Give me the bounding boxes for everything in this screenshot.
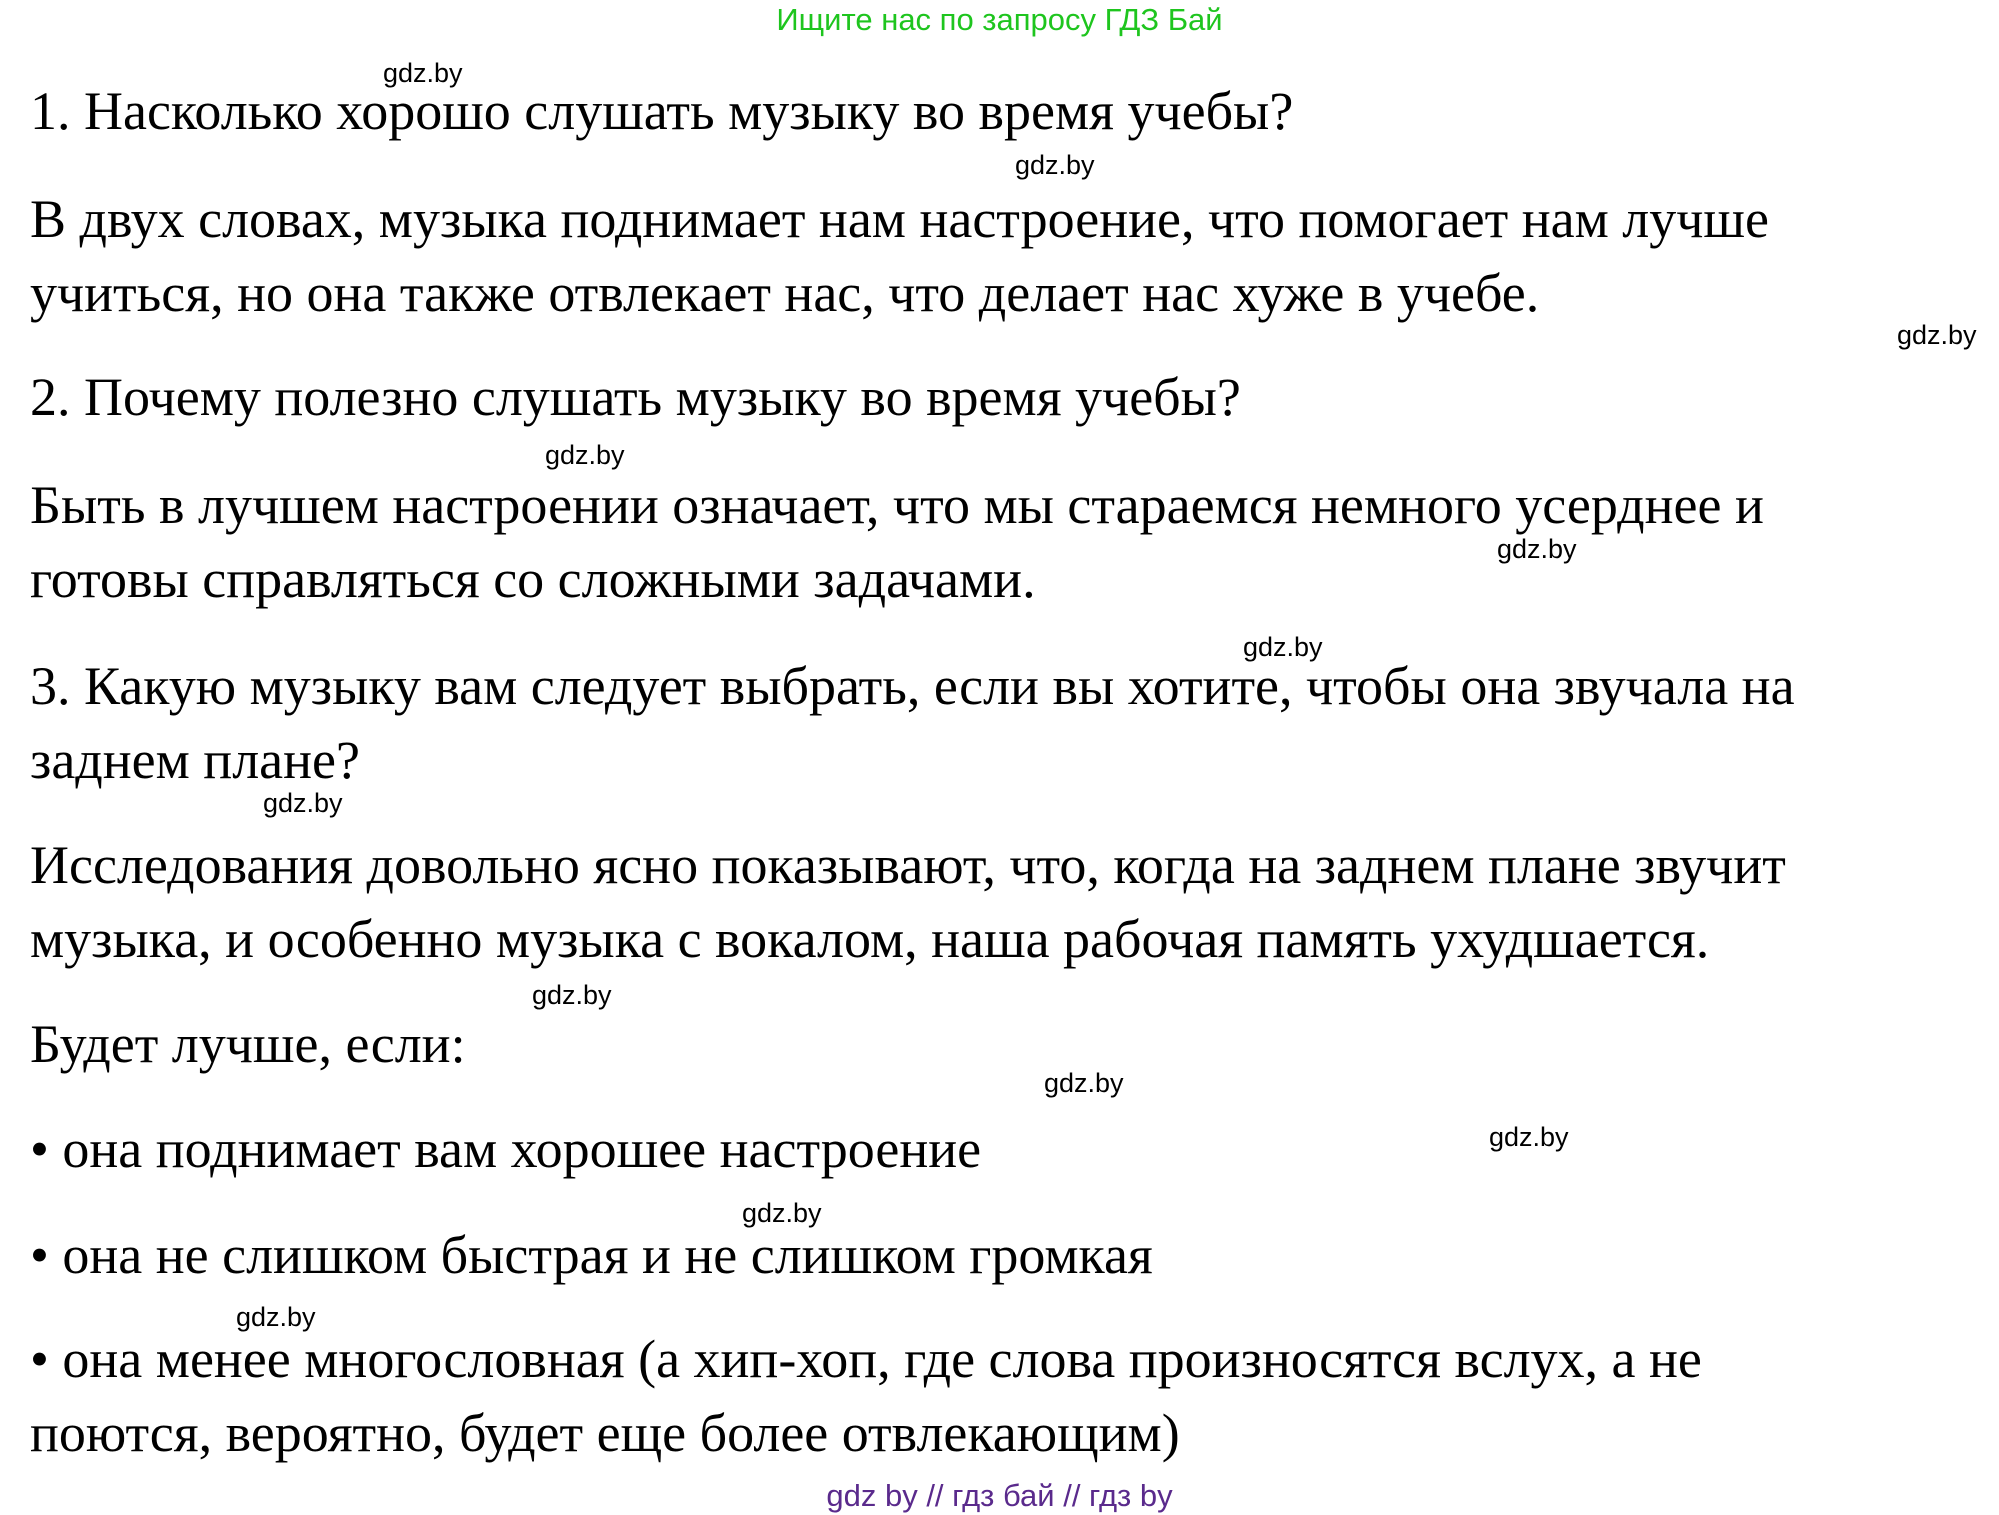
list-item: • она менее многословная (а хип-хоп, где слова произносятся вслух, а не [30, 1329, 1702, 1389]
watermark: gdz.by [1015, 150, 1095, 180]
answer-3-line-2: музыка, и особенно музыка с вокалом, наша рабочая память ухудшается. [30, 909, 1710, 969]
watermark: gdz.by [1897, 320, 1977, 350]
watermark: gdz.by [263, 788, 343, 818]
question-3-line-1: 3. Какую музыку вам следует выбрать, если вы хотите, чтобы она звучала на [30, 656, 1795, 716]
question-1: 1. Насколько хорошо слушать музыку во время учебы? [30, 81, 1294, 141]
answer-2-line-2: готовы справляться со сложными задачами. [30, 549, 1036, 609]
top-banner: Ищите нас по запросу ГДЗ Бай [776, 2, 1223, 37]
watermark: gdz.by [742, 1198, 822, 1228]
watermark: gdz.by [1044, 1068, 1124, 1098]
question-3-line-2: заднем плане? [30, 730, 360, 790]
watermark: gdz.by [1243, 632, 1323, 662]
answer-2-line-1: Быть в лучшем настроении означает, что мы стараемся немного усерднее и [30, 475, 1764, 535]
answer-1-line-2: учиться, но она также отвлекает нас, что делает нас хуже в учебе. [30, 263, 1540, 323]
watermark: gdz.by [383, 58, 463, 88]
footer-watermark: gdz by // гдз бай // гдз by [826, 1478, 1173, 1513]
watermark: gdz.by [1489, 1122, 1569, 1152]
list-intro: Будет лучше, если: [30, 1014, 466, 1074]
watermark: gdz.by [532, 980, 612, 1010]
list-item-continuation: поются, вероятно, будет еще более отвлекающим) [30, 1403, 1180, 1463]
list-item: • она поднимает вам хорошее настроение [30, 1119, 982, 1179]
question-2: 2. Почему полезно слушать музыку во время учебы? [30, 367, 1241, 427]
answer-3-line-1: Исследования довольно ясно показывают, что, когда на заднем плане звучит [30, 835, 1786, 895]
answer-1-line-1: В двух словах, музыка поднимает нам настроение, что помогает нам лучше [30, 189, 1769, 249]
list-item: • она не слишком быстрая и не слишком громкая [30, 1225, 1153, 1285]
watermark: gdz.by [236, 1302, 316, 1332]
watermark: gdz.by [545, 440, 625, 470]
watermark: gdz.by [1497, 534, 1577, 564]
